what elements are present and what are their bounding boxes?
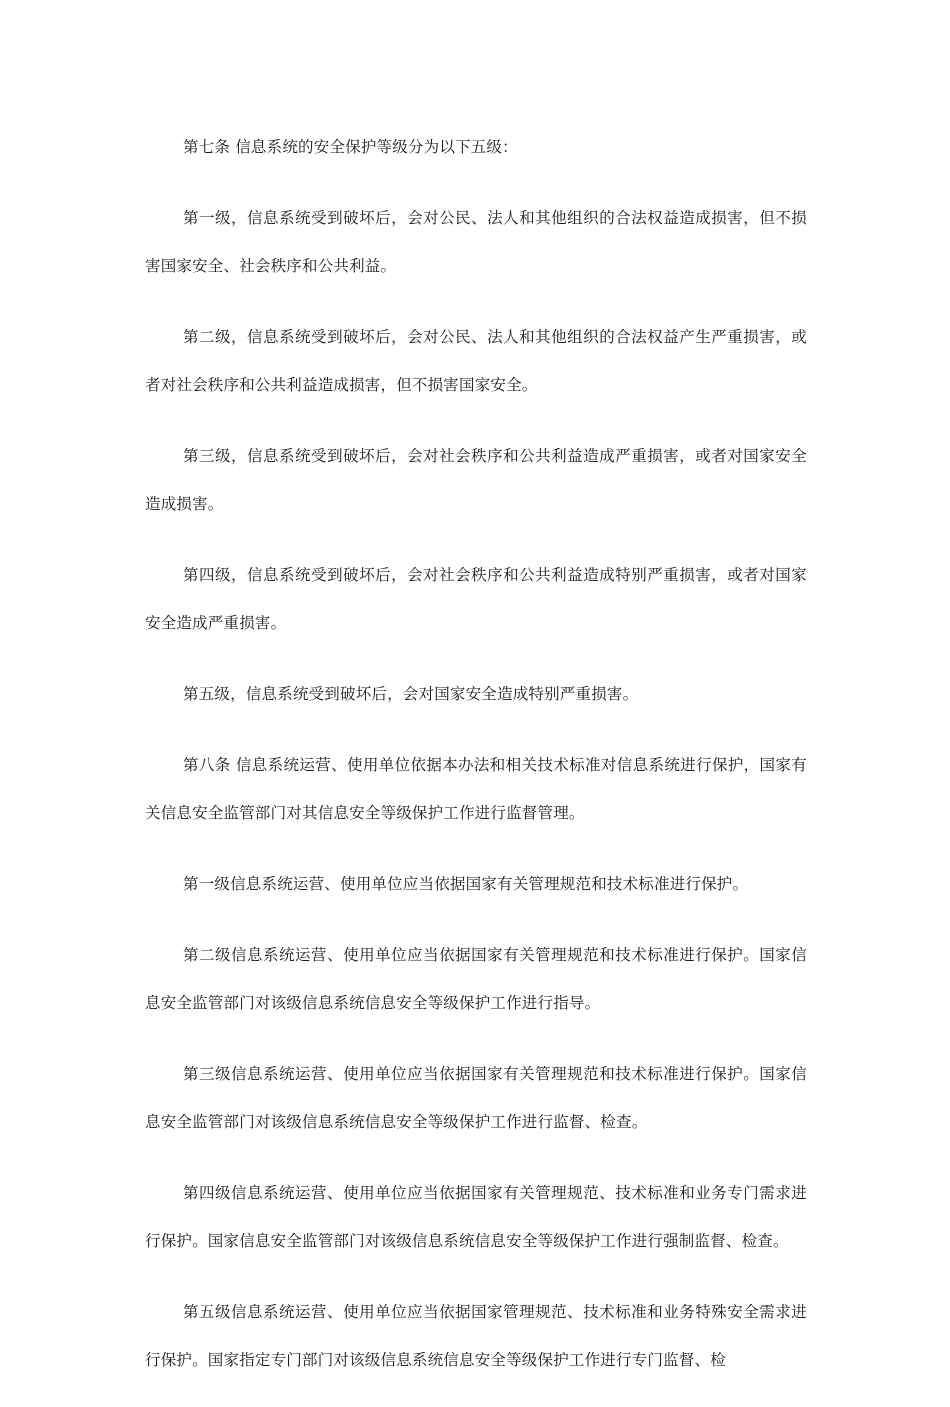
document-body xyxy=(145,123,807,1407)
level-5-protection: 第五级信息系统运营、使用单位应当依据国家管理规范、技术标准和业务特殊安全需求进行保护。国家指定专门部门对该级信息系统信息安全等级保护工作进行专门监督、检 xyxy=(145,1303,807,1369)
level-3-description: 第三级，信息系统受到破坏后，会对社会秩序和公共利益造成严重损害，或者对国家安全造成损害。 xyxy=(145,447,807,513)
level-2-protection: 第二级信息系统运营、使用单位应当依据国家有关管理规范和技术标准进行保护。国家信息安全监管部门对该级信息系统信息安全等级保护工作进行指导。 xyxy=(145,946,807,1012)
level-1-description: 第一级，信息系统受到破坏后，会对公民、法人和其他组织的合法权益造成损害，但不损害国家安全、社会秩序和公共利益。 xyxy=(145,209,807,275)
level-1-protection: 第一级信息系统运营、使用单位应当依据国家有关管理规范和技术标准进行保护。 xyxy=(183,875,749,893)
level-5-description: 第五级，信息系统受到破坏后，会对国家安全造成特别严重损害。 xyxy=(183,685,639,703)
article-7-heading: 第七条 信息系统的安全保护等级分为以下五级： xyxy=(183,138,518,156)
level-4-description: 第四级，信息系统受到破坏后，会对社会秩序和公共利益造成特别严重损害，或者对国家安全造成严重损害。 xyxy=(145,566,807,632)
article-8-heading: 第八条 信息系统运营、使用单位依据本办法和相关技术标准对信息系统进行保护，国家有关信息安全监管部门对其信息安全等级保护工作进行监督管理。 xyxy=(145,756,807,822)
level-3-protection: 第三级信息系统运营、使用单位应当依据国家有关管理规范和技术标准进行保护。国家信息安全监管部门对该级信息系统信息安全等级保护工作进行监督、检查。 xyxy=(145,1065,807,1131)
level-2-description: 第二级，信息系统受到破坏后，会对公民、法人和其他组织的合法权益产生严重损害，或者对社会秩序和公共利益造成损害，但不损害国家安全。 xyxy=(145,328,807,394)
level-4-protection: 第四级信息系统运营、使用单位应当依据国家有关管理规范、技术标准和业务专门需求进行保护。国家信息安全监管部门对该级信息系统信息安全等级保护工作进行强制监督、检查。 xyxy=(145,1184,807,1250)
